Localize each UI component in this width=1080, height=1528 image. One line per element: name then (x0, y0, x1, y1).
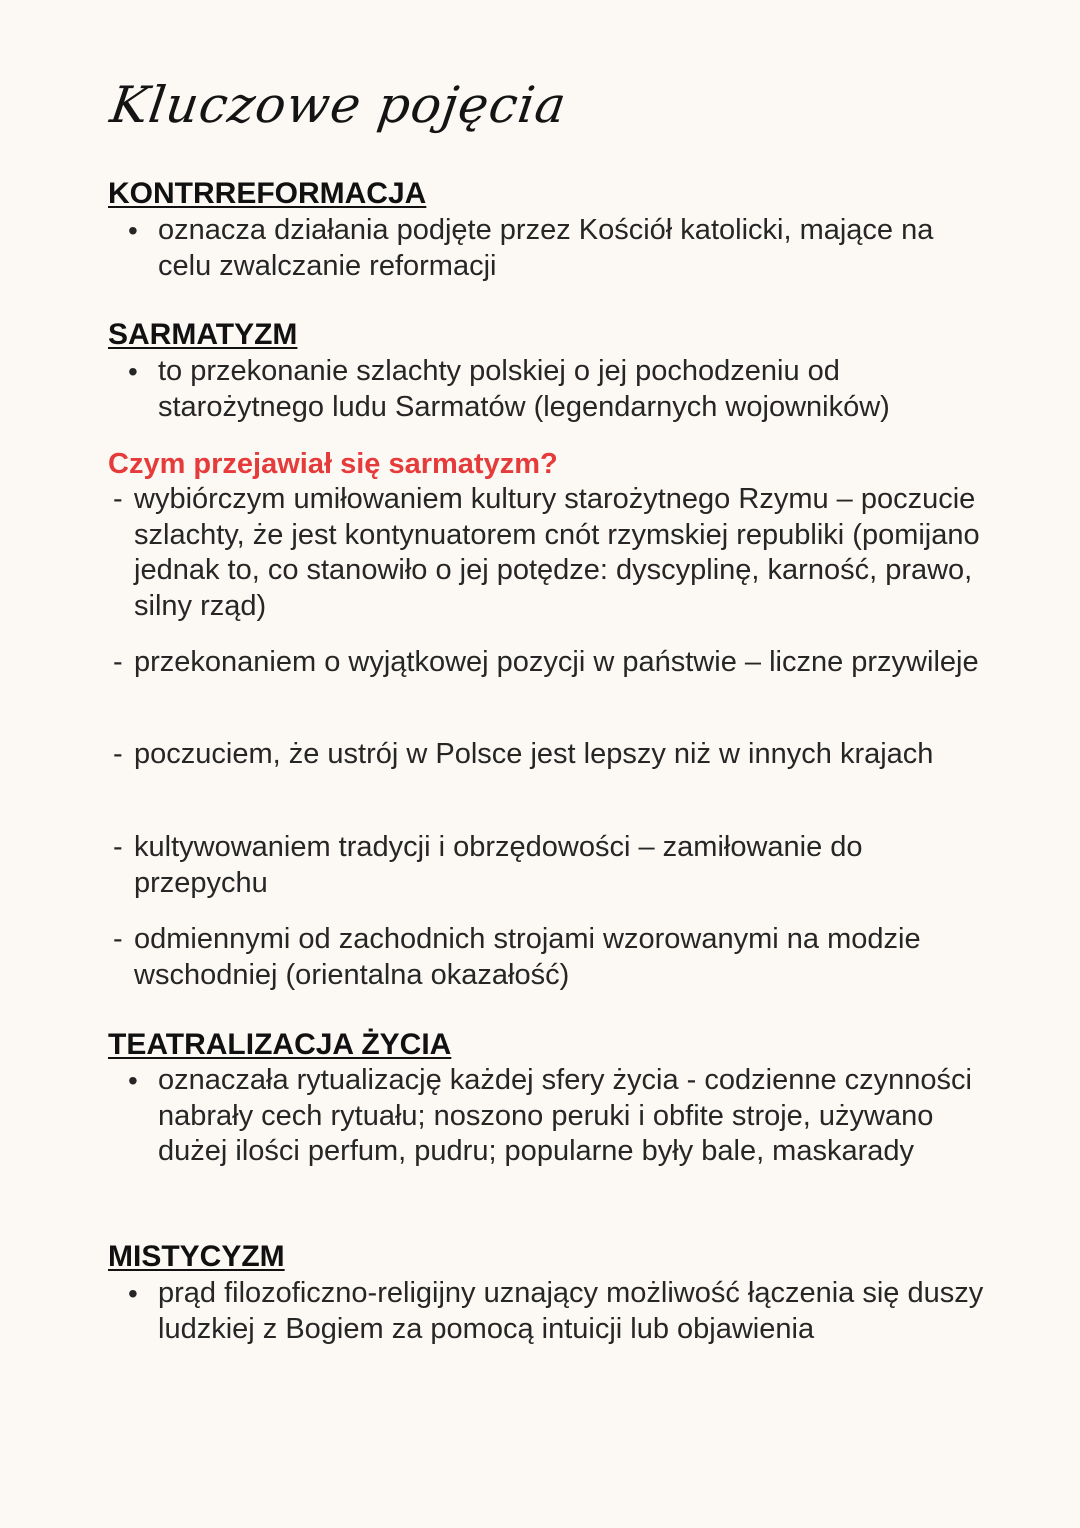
definition-sarmatyzm (128, 354, 988, 425)
definition-text: to przekonanie szlachty polskiej o jej pochodzeniu od starożytnego ludu Sarmatów (legendarnych wojowników) (158, 355, 890, 423)
bullet-marker: • (128, 1278, 138, 1309)
definition-text: oznacza działania podjęte przez Kościół katolicki, mające na celu zwalczanie reformacji (158, 214, 934, 282)
dash-marker: - (113, 738, 123, 770)
page-title: Kluczowe pojęcia (106, 76, 571, 134)
definition-text: oznaczała rytualizację każdej sfery życia - codzienne czynności nabrały cech rytuału; noszono peruki i obfite stroje, używano dużej ilości perfum, pudru; popularne były bale, maskarady (158, 1064, 972, 1167)
dash-marker: - (113, 923, 123, 955)
definition-mistycyzm (128, 1276, 988, 1347)
definition-kontrreformacja (128, 213, 988, 284)
list-item-text: przekonaniem o wyjątkowej pozycji w państwie – liczne przywileje (134, 646, 979, 678)
list-item (113, 737, 993, 773)
list-item-text: odmiennymi od zachodnich strojami wzorowanymi na modzie wschodniej (orientalna okazałość) (134, 923, 921, 991)
list-item (113, 830, 993, 901)
list-item-text: kultywowaniem tradycji i obrzędowości – zamiłowanie do przepychu (134, 831, 863, 899)
definition-text: prąd filozoficzno-religijny uznający możliwość łączenia się duszy ludzkiej z Bogiem za pomocą intuicji lub objawienia (158, 1277, 984, 1345)
dash-marker: - (113, 646, 123, 678)
list-item-text: poczuciem, że ustrój w Polsce jest lepszy niż w innych krajach (134, 738, 934, 770)
heading-mistycyzm: MISTYCYZM (108, 1240, 285, 1273)
list-item-text: wybiórczym umiłowaniem kultury starożytnego Rzymu – poczucie szlachty, że jest kontynuatorem cnót rzymskiej republiki (pomijano jednak to, co stanowiło o jej potędze: dyscyplinę, karność, prawo, silny rząd) (134, 483, 980, 622)
bullet-marker: • (128, 215, 138, 246)
bullet-marker: • (128, 356, 138, 387)
dash-marker: - (113, 483, 123, 515)
definition-teatralizacja (128, 1063, 988, 1170)
heading-sarmatyzm: SARMATYZM (108, 318, 298, 351)
heading-kontrreformacja: KONTRREFORMACJA (108, 177, 427, 210)
question-heading: Czym przejawiał się sarmatyzm? (108, 448, 558, 480)
list-item (113, 482, 993, 624)
dash-marker: - (113, 831, 123, 863)
list-item (113, 922, 993, 993)
heading-teatralizacja: TEATRALIZACJA ŻYCIA (108, 1028, 452, 1061)
bullet-marker: • (128, 1065, 138, 1096)
list-item (113, 645, 993, 681)
